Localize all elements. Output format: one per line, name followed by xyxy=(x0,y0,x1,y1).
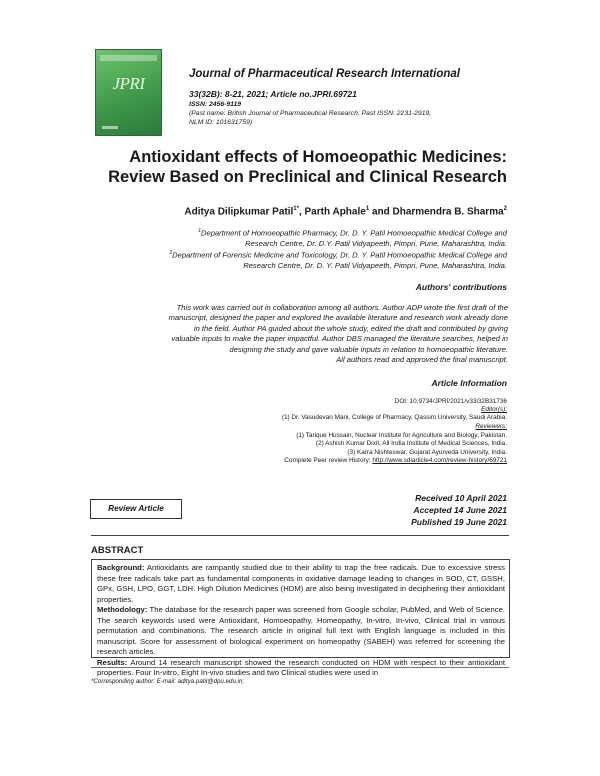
contribution-line: valuable inputs to make the paper impactful. Author DBS managed the literature searches, helped in xyxy=(171,334,508,344)
contributions-text xyxy=(88,303,508,365)
abstract-results-label: Results: xyxy=(97,657,128,667)
contribution-line: designing the study and gave valuable inputs in relation to homoeopathic literature. xyxy=(229,344,508,354)
date-received: Received 10 April 2021 xyxy=(415,493,507,503)
abstract-background-label: Background: xyxy=(97,563,145,572)
journal-name: Journal of Pharmaceutical Research International xyxy=(189,68,460,80)
article-type-badge: Review Article xyxy=(90,499,182,519)
abstract-heading: ABSTRACT xyxy=(91,545,144,556)
affiliation-1-sup: 1 xyxy=(198,228,201,234)
contributions-heading: Authors' contributions xyxy=(415,282,507,292)
reviewer-1: (1) Tarique Hussain, Nuclear Institute for Agriculture and Biology, Pakistan. xyxy=(296,432,507,439)
affiliation-1-line-2: Research Centre, Dr. D.Y. Patil Vidyapeeth, Pimpri, Pune, Maharashtra, India. xyxy=(245,239,507,249)
footnote-divider xyxy=(91,667,509,668)
journal-issue: 33(32B): 8-21, 2021; Article no.JPRI.69721 xyxy=(189,89,357,99)
abstract-methodology-text: The database for the research paper was screened from Google scholar, PubMed, and Web of Science. The search keywords used were Antioxidant, Homoeopathy, Homeopathy, In-vitro, In-vivo, Clinical trial in various permutation and combinations. The research article in original full text with English language is included in this manuscript. Score for assessment of biological experiment on homeopathy (SABEH) was referred for screening the research articles. xyxy=(97,605,505,656)
journal-cover-image xyxy=(95,49,162,136)
contribution-line: This work was carried out in collaboration among all authors. Author ADP wrote the first draft of the xyxy=(176,303,508,312)
article-dates xyxy=(411,492,507,528)
editor-1: (1) Dr. Vasudevan Mani, College of Pharmacy, Qassim University, Saudi Arabia. xyxy=(281,414,507,421)
paper-title xyxy=(60,147,507,187)
date-published: Published 19 June 2021 xyxy=(411,517,507,527)
author-2-sup: 1 xyxy=(365,206,370,212)
abstract-methodology-label: Methodology: xyxy=(97,605,148,614)
contribution-line: All authors read and approved the final manuscript. xyxy=(336,355,508,365)
corresponding-author-footnote: *Corresponding author: E-mail: aditya.patil@dpu.edu.in; xyxy=(91,678,245,685)
journal-nlm-id: NLM ID: 101631759) xyxy=(189,119,253,126)
abstract-methodology xyxy=(97,605,505,658)
author-list xyxy=(184,206,507,217)
cover-title-strip xyxy=(100,55,157,61)
peer-review-history-link[interactable]: http://www.sdiarticle4.com/review-history/69721 xyxy=(372,457,507,464)
journal-issn: ISSN: 2456-9119 xyxy=(189,101,242,108)
affiliation-1-line-1: Department of Homoeopathic Pharmacy, Dr. D. Y. Patil Homoeopathic Medical College and xyxy=(200,228,507,238)
paper-title-line-1: Antioxidant effects of Homoeopathic Medicines: xyxy=(129,148,507,166)
cover-logo-text: JPRI xyxy=(112,74,145,93)
reviewer-3: (3) Karra Nishteswar, Gujarat Ayurveda University, India. xyxy=(347,449,507,456)
affiliation-2-line-1: Department of Forensic Medicine and Toxicology, Dr. D. Y. Patil Homoeopathic Medical College and xyxy=(172,250,507,260)
affiliation-2 xyxy=(169,248,507,272)
section-divider xyxy=(91,535,509,536)
contribution-line: manuscript, designed the paper and explored the available literature and research work already done xyxy=(168,313,508,323)
article-doi: DOI: 10.9734/JPRI/2021/v33i32B31736 xyxy=(394,398,507,405)
abstract-background xyxy=(97,563,505,605)
author-1-sup: 1* xyxy=(293,206,299,212)
contribution-line: in the field. Author PA guided about the whole study, edited the draft and contributed by giving xyxy=(193,323,508,333)
author-1-name: Aditya Dilipkumar Patil xyxy=(184,206,294,218)
reviewers-label: Reviewers: xyxy=(475,423,507,430)
author-3-name: and Dharmendra B. Sharma xyxy=(369,206,504,218)
affiliation-2-line-2: Research Centre, Dr. D. Y. Patil Vidyapeeth, Pimpri, Pune, Maharashtra, India. xyxy=(243,261,507,271)
affiliation-1 xyxy=(198,226,507,250)
abstract-results-text: Around 14 research manuscript showed the research conducted on HDM with respect to their antioxidant properties. Four In-vitro, Eight In-vivo studies and two Clinical studies were used in xyxy=(97,657,505,677)
journal-past-name: (Past name: British Journal of Pharmaceutical Research, Past ISSN: 2231-2919, xyxy=(189,110,432,117)
article-info-heading: Article Information xyxy=(431,378,507,388)
peer-review-history-label: Complete Peer review History: xyxy=(284,457,373,464)
affiliation-2-sup: 2 xyxy=(169,250,173,256)
cover-footer-strip xyxy=(102,126,118,129)
editors-label: Editor(s): xyxy=(481,406,507,413)
abstract-background-text: Antioxidants are rampantly studied due to their ability to trap the free radicals. Due to excessive stress these free radicals take part as fundamental components in oxidative damage leading to changes in SOD, CT, GSSH, GPx, GSH, LPO, GGT, LDH. High Dilution Medicines (HDM) are also being investigated in deciphering their antioxidant properties. xyxy=(97,563,505,604)
reviewer-2: (2) Ashish Kumar Dixit, All India Institute of Medical Sciences, India. xyxy=(315,440,507,447)
author-2-name: , Parth Aphale xyxy=(298,206,366,218)
author-3-sup: 2 xyxy=(503,206,507,212)
abstract-box xyxy=(91,559,510,677)
abstract-results xyxy=(97,658,505,679)
peer-review-history xyxy=(284,457,507,464)
date-accepted: Accepted 14 June 2021 xyxy=(413,505,507,515)
paper-title-line-2: Review Based on Preclinical and Clinical Research xyxy=(108,168,507,186)
